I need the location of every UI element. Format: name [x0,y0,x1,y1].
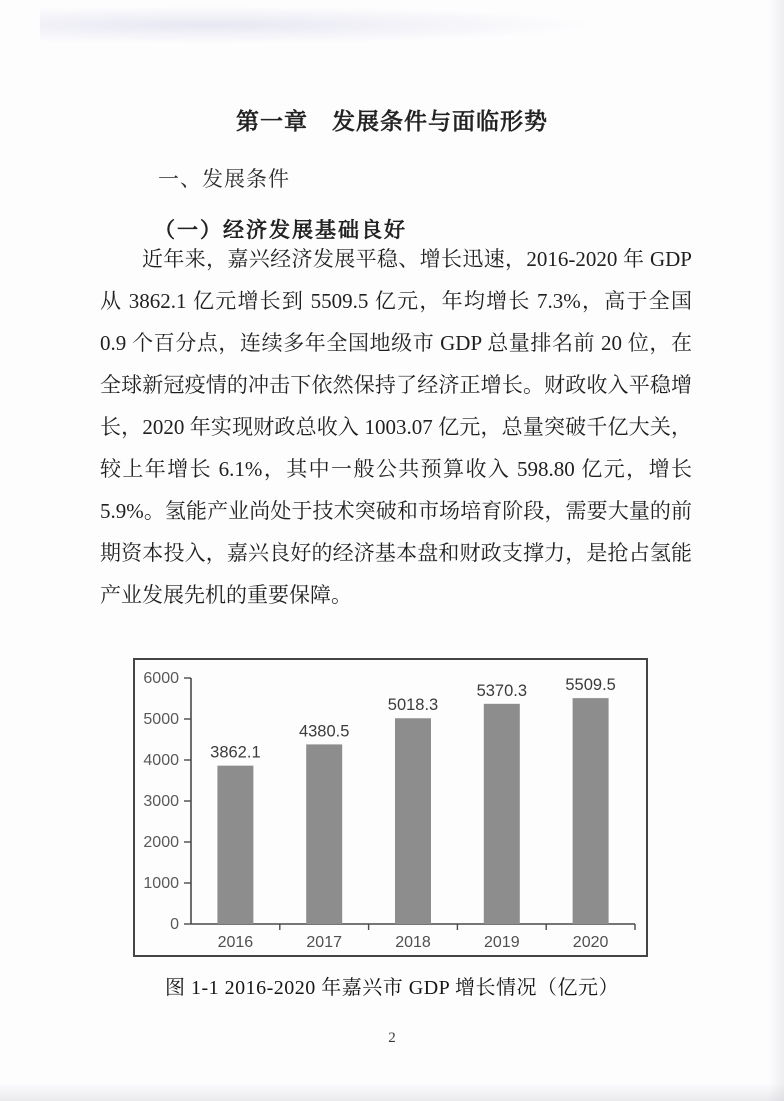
page-number: 2 [388,1030,396,1046]
x-axis-label: 2020 [572,934,609,951]
scan-artifact-bottom-edge [0,1083,784,1101]
x-axis-label: 2018 [395,934,431,951]
gdp-bar [484,704,520,924]
bar-value-label: 5509.5 [565,676,616,695]
y-tick-label: 0 [170,916,179,933]
y-tick-label: 4000 [143,752,179,769]
bar-value-label: 5018.3 [387,696,439,715]
gdp-bar [395,718,431,924]
gdp-bar [217,766,253,924]
x-axis-label: 2019 [484,934,520,951]
x-axis-label: 2016 [217,934,254,951]
gdp-bar [306,744,342,924]
gdp-bar [573,698,609,924]
x-axis-label: 2017 [306,934,342,951]
bar-value-label: 5370.3 [476,681,528,700]
chapter-title: 第一章 发展条件与面临形势 [236,108,548,135]
scan-artifact-right-edge [768,0,784,1101]
subsection-heading: （一）经济发展基础良好 [154,218,407,242]
body-paragraph: 近年来，嘉兴经济发展平稳、增长迅速，2016-2020 年 GDP 从 3862.1 亿元增长到 5509.5 亿元，年均增长 7.3%，高于全国 0.9 个百分点，连续多年全国地级市 GDP 总量排名前 20 位，在全球新冠疫情的冲击下依然保持了经济正增长。财政收入平稳增长，2020 年实现财政总收入 1003.07 亿元，总量突破千亿大关，较上年增长 6.1%，其中一般公共预算收入 598.80 亿元，增长 5.9%。氢能产业尚处于技术突破和市场培育阶段，需要大量的前期资本投入，嘉兴良好的经济基本盘和财政支撑力，是抢占氢能产业发展先机的重要保障。 [100,247,692,607]
section-heading: 一、发展条件 [158,168,290,192]
gdp-chart-svg [135,660,642,951]
y-tick-label: 1000 [143,875,179,892]
y-tick-label: 2000 [143,834,179,851]
bar-value-label: 3862.1 [210,743,261,762]
bar-value-label: 4380.5 [298,722,350,741]
y-tick-label: 3000 [143,793,179,810]
y-tick-label: 5000 [143,711,179,728]
figure-caption: 图 1-1 2016-2020 年嘉兴市 GDP 增长情况（亿元） [164,977,620,999]
y-tick-label: 6000 [143,670,179,687]
scan-artifact-top [40,6,600,44]
gdp-bar-chart [133,658,648,957]
